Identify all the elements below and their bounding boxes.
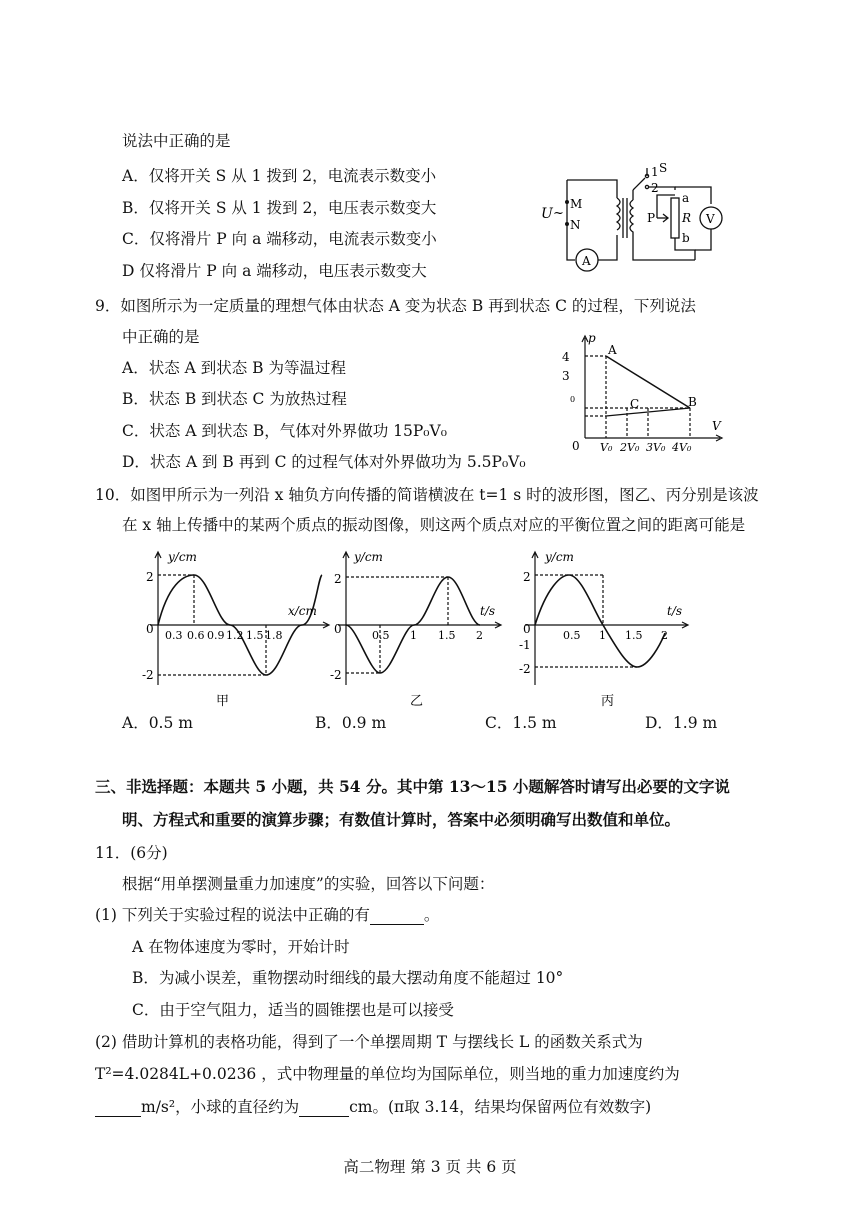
q10-yi-tick: 0.5 [372,629,390,642]
q11-part2-unit2: cm。(π取 3.14，结果均保留两位有效数字) [349,1098,652,1116]
q11-part2-unit1: m/s²，小球的直径约为 [141,1098,300,1116]
q8-n-label: N [570,218,581,232]
q8-option-d: D 仅将滑片 P 向 a 端移动，电压表示数变大 [122,262,427,280]
q8-b-label: b [682,231,690,245]
q11-part2-line3 [95,1097,651,1117]
q10-bing-xlabel: t/s [667,604,683,618]
q10-jia-origin: 0 [146,622,154,636]
q9-pv-graph [560,330,730,460]
q8-r-label: R [682,211,692,225]
q9-y4-label: 4 [562,350,570,364]
q10-jia-xlabel: x/cm [288,604,317,618]
q11-option-a: A 在物体速度为零时，开始计时 [132,938,350,956]
q11-diameter-answer-blank[interactable] [299,1100,349,1117]
q10-stem-line2: 在 x 轴上传播中的某两个质点的振动图像，则这两个质点对应的平衡位置之间的距离可能是 [122,516,746,534]
page-footer: 高二物理 第 3 页 共 6 页 [343,1158,517,1176]
q8-s-label: S [659,161,668,175]
section3-heading-line1: 三、非选择题：本题共 5 小题，共 54 分。其中第 13～15 小题解答时请写出必要的文字说 [95,777,730,796]
q9-stem-line1: 9．如图所示为一定质量的理想气体由状态 A 变为状态 B 再到状态 C 的过程，下列说法 [95,297,696,315]
q8-circuit-diagram [535,160,735,275]
q9-option-c: C．状态 A 到状态 B，气体对外界做功 15P₀V₀ [122,422,447,440]
q11-intro: 根据“用单摆测量重力加速度”的实验，回答以下问题： [122,875,495,893]
q10-bing-ym2: -2 [519,662,531,676]
q8-option-c: C．仅将滑片 P 向 a 端移动，电流表示数变小 [122,230,437,248]
q10-bing-caption: 丙 [601,694,615,709]
q8-option-b: B．仅将开关 S 从 1 拨到 2，电压表示数变大 [122,199,437,217]
q9-state-b: B [688,395,697,409]
q10-bing-origin: 0 [523,622,531,636]
q10-option-a: A．0.5 m [122,714,193,732]
q10-option-b: B．0.9 m [315,714,387,732]
q10-yi-xlabel: t/s [480,604,496,618]
q8-k2-label: 2 [651,181,659,195]
q10-bing-tick: 1.5 [625,629,643,642]
q8-v-label: V [706,212,715,226]
q10-yi-y2: 2 [334,572,342,586]
q10-yi-caption: 乙 [410,694,424,709]
q10-yi-tick: 1.5 [438,629,456,642]
q10-jia-ym2: -2 [142,668,154,682]
q11-part1 [95,905,439,925]
q9-y0-label: 0 [570,395,576,404]
q9-state-a: A [608,343,617,357]
section3-heading-line2: 明、方程式和重要的演算步骤；有数值计算时，答案中必须明确写出数值和单位。 [122,810,681,829]
q10-option-c: C．1.5 m [485,714,557,732]
q9-x3-label: 3V₀ [646,441,666,454]
q11-part1-answer-blank[interactable] [370,908,424,925]
q9-y3-label: 3 [562,369,570,383]
q10-jia-caption: 甲 [216,694,230,709]
q11-heading: 11．(6分) [95,844,168,862]
q9-p-axis-label: p [588,331,596,345]
q10-jia-tick: 1.2 [226,629,244,642]
q10-bing-y2: 2 [523,570,531,584]
q9-x1-label: V₀ [600,441,613,454]
q10-yi-origin: 0 [334,622,342,636]
q10-graph-yi [330,545,510,710]
q10-yi-ylabel: y/cm [354,550,383,564]
q11-part1-end: 。 [423,906,440,924]
q10-graph-jia [138,545,338,710]
q10-yi-ym2: -2 [330,668,342,682]
q9-v-axis-label: V [712,419,721,433]
q10-jia-y2: 2 [146,570,154,584]
q11-option-c: C．由于空气阻力，适当的圆锥摆也是可以接受 [132,1001,454,1019]
q11-option-b: B．为减小误差，重物摆动时细线的最大摆动角度不能超过 10° [132,969,564,987]
q10-stem-line1: 10．如图甲所示为一列沿 x 轴负方向传播的简谐横波在 t=1 s 时的波形图，图乙、丙分别是该波 [95,486,759,504]
q9-option-b: B．状态 B 到状态 C 为放热过程 [122,390,347,408]
q11-gravity-answer-blank[interactable] [95,1100,141,1117]
q8-m-label: M [570,197,583,211]
q10-bing-tick: 1 [599,629,606,642]
q11-part1-text: (1) 下列关于实验过程的说法中正确的有 [95,906,370,924]
q8-option-a: A．仅将开关 S 从 1 拨到 2，电流表示数变小 [122,167,437,185]
q9-x4-label: 4V₀ [672,441,692,454]
q8-u-label: U [541,206,553,222]
q10-bing-ylabel: y/cm [545,550,574,564]
q11-part2-line2: T²=4.0284L+0.0236 ，式中物理量的单位均为国际单位，则当地的重力加速度约为 [95,1065,680,1083]
q8-tilde-label: ~ [553,206,564,221]
q9-option-a: A．状态 A 到状态 B 为等温过程 [122,359,346,377]
q10-jia-tick: 1.5 [246,629,264,642]
q9-origin-label: 0 [572,439,580,453]
q9-state-c: C [630,397,640,411]
q10-jia-ylabel: y/cm [168,550,197,564]
q9-stem-line2: 中正确的是 [122,328,200,346]
q8-stem: 说法中正确的是 [122,132,231,150]
q10-bing-tick: 0.5 [563,629,581,642]
q10-jia-tick: 0.6 [187,629,205,642]
q10-option-d: D．1.9 m [645,714,718,732]
q8-k1-label: 1 [651,165,659,179]
q8-p-label: P [647,211,656,225]
q8-ammeter-label: A [582,254,591,268]
q10-jia-tick: 0.9 [207,629,225,642]
q10-yi-tick: 2 [476,629,483,642]
q10-bing-tick: 2 [661,629,668,642]
q10-jia-tick: 1.8 [265,629,283,642]
q11-part2-line1: (2) 借助计算机的表格功能，得到了一个单摆周期 T 与摆线长 L 的函数关系式为 [95,1033,643,1051]
q9-x2-label: 2V₀ [620,441,640,454]
q10-yi-tick: 1 [410,629,417,642]
q10-jia-tick: 0.3 [165,629,183,642]
q8-a-label: a [682,191,690,205]
q10-bing-ym1: -1 [519,638,531,652]
q9-option-d: D．状态 A 到 B 再到 C 的过程气体对外界做功为 5.5P₀V₀ [122,453,526,471]
q10-graph-bing [515,545,695,710]
